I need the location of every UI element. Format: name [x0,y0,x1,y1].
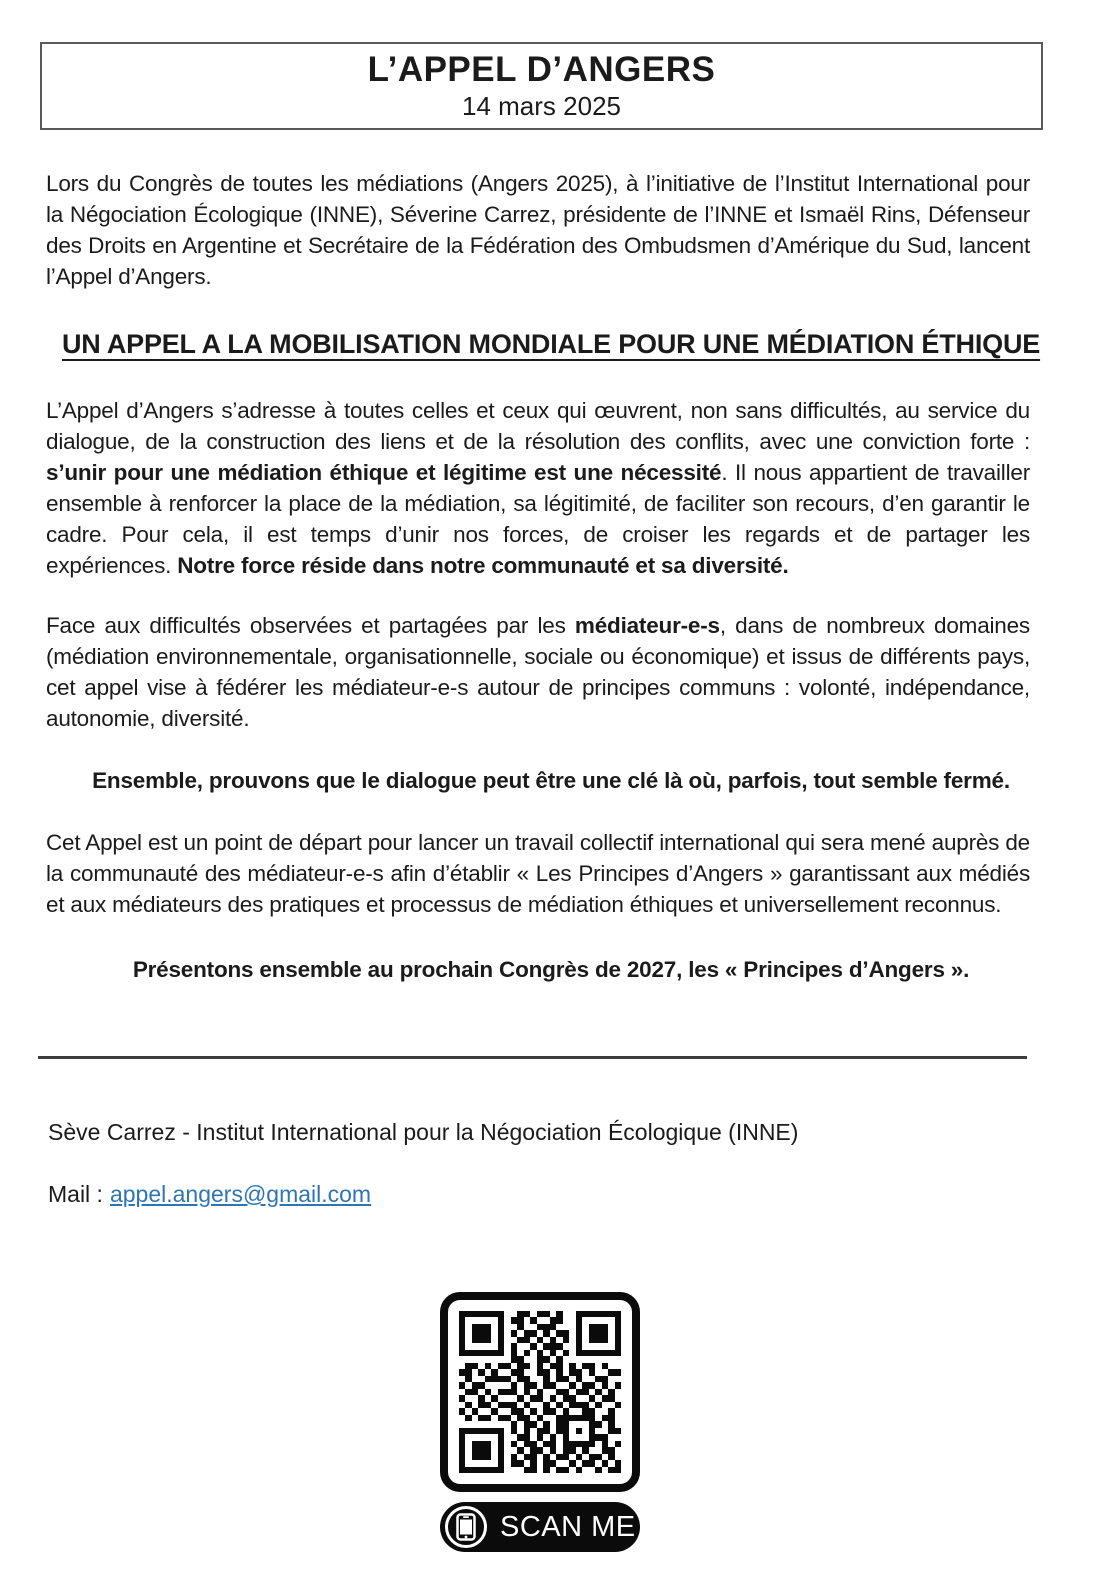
phone-icon [445,1506,487,1548]
paragraph-face-aux-difficultes: Face aux difficultés observées et partagées par les médiateur-e-s, dans de nombreux domaines (médiation environnementale, organisationnelle, sociale ou économique) et issus de différents pays, cet appel vise à fédérer les médiateur-e-s autour de principes communs : volonté, indépendance, autonomie, diversité. [46,613,1030,731]
mail-line [48,1179,1030,1210]
document-date: 14 mars 2025 [462,91,621,122]
qr-section [0,1292,1080,1552]
callout-presentons: Présentons ensemble au prochain Congrès de 2027, les « Principes d’Angers ». [132,957,970,982]
paragraph-point-de-depart: Cet Appel est un point de départ pour lancer un travail collectif international qui sera mené auprès de la communauté des médiateur-e-s afin d’établir « Les Principes d’Angers » garantissant aux médiés et aux médiateurs des pratiques et processus de médiation éthiques et universellement reconnus. [46,830,1030,917]
page-title: L’APPEL D’ANGERS [367,49,716,89]
section-heading: UN APPEL A LA MOBILISATION MONDIALE POUR UNE MÉDIATION ÉTHIQUE [61,329,1041,359]
scan-me-badge [440,1502,640,1552]
callout-ensemble: Ensemble, prouvons que le dialogue peut être une clé là où, parfois, tout semble fermé. [92,768,1010,793]
title-box [40,42,1043,130]
mail-label: Mail : [48,1181,103,1207]
email-link[interactable]: appel.angers@gmail.com [109,1181,372,1207]
paragraph-appel: L’Appel d’Angers s’adresse à toutes celles et ceux qui œuvrent, non sans difficultés, au service du dialogue, de la construction des liens et de la résolution des conflits, avec une conviction forte : s’unir pour une médiation éthique et légitime est une nécessité. Il nous appartient de travailler ensemble à renforcer la place de la médiation, sa légitimité, de faciliter son recours, d’en garantir le cadre. Pour cela, il est temps d’unir nos forces, de croiser les regards et de partager les expériences. Notre force réside dans notre communauté et sa diversité. [46,398,1030,578]
qr-code-grid [459,1311,621,1473]
qr-code [440,1292,640,1492]
paragraph-intro: Lors du Congrès de toutes les médiations (Angers 2025), à l’initiative de l’Institut International pour la Négociation Écologique (INNE), Séverine Carrez, présidente de l’INNE et Ismaël Rins, Défenseur des Droits en Argentine et Secrétaire de la Fédération des Ombudsmen d’Amérique du Sud, lancent l’Appel d’Angers. [46,171,1030,289]
divider [38,1056,1027,1059]
scan-me-label: SCAN ME [500,1510,636,1543]
signature-line: Sève Carrez - Institut International pour la Négociation Écologique (INNE) [48,1119,799,1145]
